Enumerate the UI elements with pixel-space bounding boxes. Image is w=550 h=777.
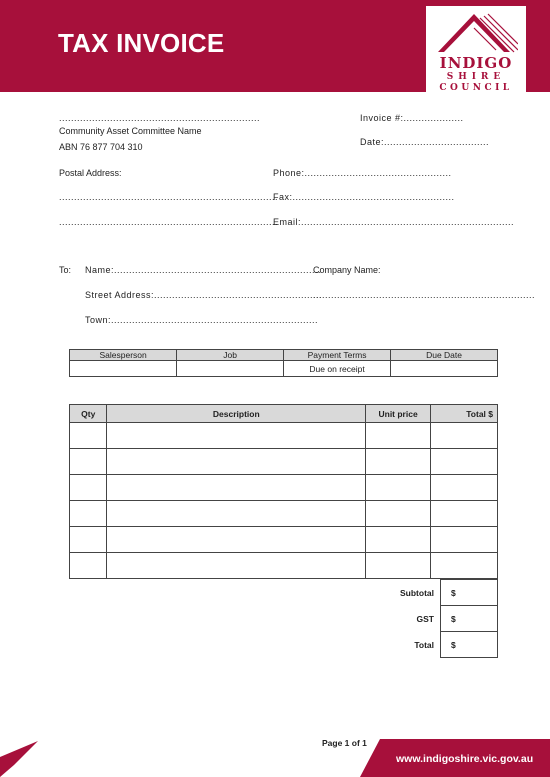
invoice-number-field[interactable]: Invoice #:.................... [360,113,464,123]
unit-price-cell[interactable] [366,501,431,527]
total-cell[interactable] [431,449,498,475]
total-cell[interactable] [431,527,498,553]
total-label: Total [414,639,434,650]
payment-terms-header: Payment Terms [284,350,391,361]
company-name-label: Company Name: [313,265,381,275]
total-cell[interactable] [431,423,498,449]
job-cell[interactable] [177,361,284,377]
due-date-cell[interactable] [391,361,498,377]
description-cell[interactable] [107,423,366,449]
gst-label: GST [416,613,434,624]
qty-cell[interactable] [70,553,107,579]
total-value[interactable]: $ [441,632,498,658]
due-date-header: Due Date [391,350,498,361]
terms-table [69,349,498,377]
unit-price-cell[interactable] [366,475,431,501]
description-cell[interactable] [107,449,366,475]
recipient-name-field[interactable]: Name:..................................................................... [85,265,322,275]
website-link[interactable]: www.indigoshire.vic.gov.au [396,753,534,765]
postal-address-line-2[interactable]: ......................................................................... [59,217,279,227]
items-table [69,404,498,579]
table-row [70,423,498,449]
council-logo [426,6,526,92]
terms-row [70,361,498,377]
date-field[interactable]: Date:................................... [360,137,490,147]
table-row [70,449,498,475]
qty-cell[interactable] [70,527,107,553]
logo-line-3: COUNCIL [439,83,513,93]
description-cell[interactable] [107,553,366,579]
email-field[interactable]: Email:....................................................................... [273,217,515,227]
street-address-field[interactable]: Street Address:........................................................ [85,290,323,300]
qty-header: Qty [70,405,107,423]
phone-field[interactable]: Phone:................................................. [273,168,452,178]
postal-address-line-1[interactable]: ......................................................................... [59,192,279,202]
to-label: To: [59,265,72,275]
payment-terms-cell[interactable]: Due on receipt [284,361,391,377]
totals-table [369,579,498,658]
qty-cell[interactable] [70,501,107,527]
committee-name: Community Asset Committee Name [59,126,202,136]
roof-lines-icon [434,8,518,54]
subtotal-value[interactable]: $ [441,580,498,606]
description-cell[interactable] [107,501,366,527]
unit-price-header: Unit price [366,405,431,423]
logo-line-2: SHIRE [446,72,506,82]
page-number: Page 1 of 1 [322,738,367,748]
postal-address-label: Postal Address: [59,168,122,178]
total-cell[interactable] [431,501,498,527]
items-header-row [70,405,498,423]
gst-row [369,606,498,632]
logo-line-1: INDIGO [439,54,513,72]
unit-price-cell[interactable] [366,553,431,579]
total-row [369,632,498,658]
abn-number: ABN 76 877 704 310 [59,142,143,152]
subtotal-label: Subtotal [400,587,434,598]
qty-cell[interactable] [70,449,107,475]
salesperson-cell[interactable] [70,361,177,377]
description-cell[interactable] [107,527,366,553]
table-row [70,553,498,579]
page-title: TAX INVOICE [58,28,225,58]
table-row [70,527,498,553]
table-row [70,475,498,501]
company-name-field[interactable]: .......................................................................... [313,290,536,300]
qty-cell[interactable] [70,475,107,501]
unit-price-cell[interactable] [366,449,431,475]
job-header: Job [177,350,284,361]
description-header: Description [107,405,366,423]
gst-value[interactable]: $ [441,606,498,632]
town-field[interactable]: Town:..................................................................... [85,315,319,325]
total-header: Total $ [431,405,498,423]
salesperson-header: Salesperson [70,350,177,361]
sender-name-field[interactable]: ................................................................... [59,113,261,123]
subtotal-row [369,580,498,606]
qty-cell[interactable] [70,423,107,449]
terms-header-row [70,350,498,361]
fax-field[interactable]: Fax:...................................................... [273,192,455,202]
unit-price-cell[interactable] [366,527,431,553]
table-row [70,501,498,527]
total-cell[interactable] [431,475,498,501]
description-cell[interactable] [107,475,366,501]
unit-price-cell[interactable] [366,423,431,449]
total-cell[interactable] [431,553,498,579]
